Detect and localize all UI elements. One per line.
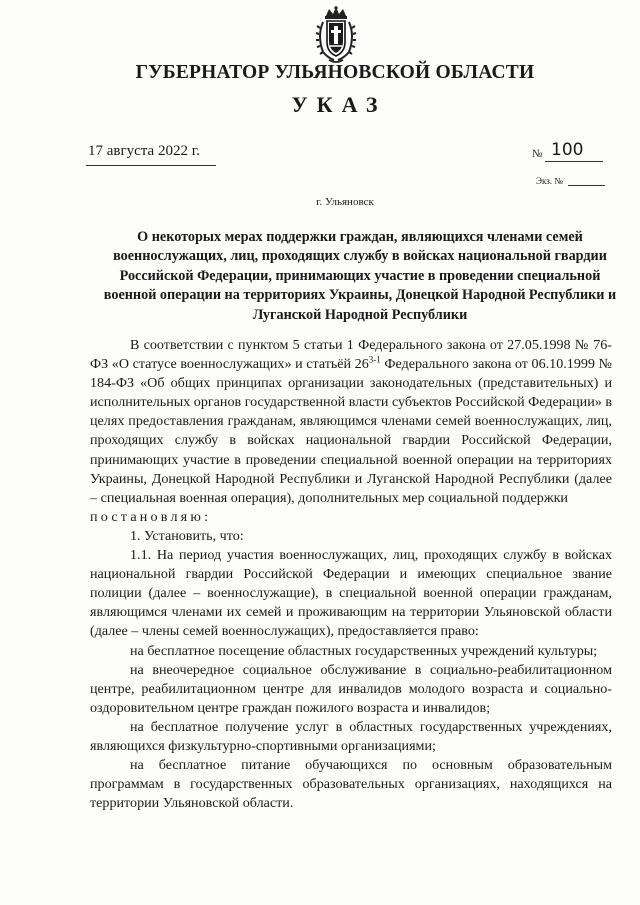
item-1: 1. Установить, что:	[130, 527, 244, 544]
decree-heading: О некоторых мерах поддержки граждан, являющихся членами семей военнослужащих, лиц, проходящих службу в войсках национальной гвардии Российской Федерации, принимающих участие в проведении специальной военной операции на территориях Украины, Донецкой Народной Республики и Луганской Народной Республики	[103, 229, 617, 323]
date-underline	[86, 165, 216, 166]
preamble-text-part1: В соответствии с пунктом 5 статьи 1 Федерального закона от 27.05.1998 № 76-ФЗ «О статусе военнослужащих» и статьёй 26	[90, 337, 612, 373]
decree-number: 100	[551, 140, 584, 160]
decree-word: постановляю:	[90, 508, 212, 525]
preamble-paragraph	[90, 336, 612, 508]
item-1-1: 1.1. На период участия военнослужащих, лиц, проходящих службу в войсках национальной гвардии Российской Федерации и имеющих специальное звание полиции (далее – военнослужащие), в специальной военной операции гражданам, являющимся членами их семей и проживающим на территории Ульяновской области (далее – члены семей военнослужащих), предоставляется право:	[90, 547, 612, 640]
document-type-title: УКАЗ	[291, 92, 387, 117]
right-social-services: на внеочередное социальное обслуживание в социально-реабилитационном центре, реабилитационном центре для инвалидов молодого возраста и социально-оздоровительном центре граждан пожилого возраста и инвалидов;	[90, 661, 612, 716]
right-free-meals: на бесплатное питание обучающихся по основным образовательным программам в государственных образовательных организациях, находящихся на территории Ульяновской области.	[90, 757, 612, 812]
article-superscript: 3-1	[368, 354, 381, 365]
copy-number-label: Экз. №	[536, 176, 563, 186]
right-culture-institutions: на бесплатное посещение областных государственных учреждений культуры;	[130, 642, 598, 659]
copy-number-underline	[568, 185, 605, 186]
preamble-text-part2: Федерального закона от 06.10.1999 № 184-ФЗ «Об общих принципах организации законодательных (представительных) и исполнительных органов государственной власти субъектов Российской Федерации» в целях предоставления гражданам, являющимся членами семей военнослужащих, лиц, проходящих службу в войсках национальной гвардии Российской Федерации, принимающих участие в проведении специальной военной операции на территориях Украины, Донецкой Народной Республики и Луганской Народной Республики (далее – специальная военная операция), дополнительных мер социальной поддержки	[90, 356, 612, 506]
org-title: ГУБЕРНАТОР УЛЬЯНОВСКОЙ ОБЛАСТИ	[135, 62, 535, 83]
city-name: г. Ульяновск	[316, 196, 374, 208]
ulyanovsk-coat-of-arms-icon	[314, 6, 358, 64]
number-underline	[545, 161, 603, 162]
right-sports-institutions: на бесплатное получение услуг в областных государственных учреждениях, являющихся физкультурно-спортивными организациями;	[90, 718, 612, 754]
decree-date: 17 августа 2022 г.	[88, 143, 200, 159]
decree-body	[90, 336, 612, 813]
decree-word-paragraph	[90, 508, 612, 527]
number-sign: №	[532, 148, 543, 160]
